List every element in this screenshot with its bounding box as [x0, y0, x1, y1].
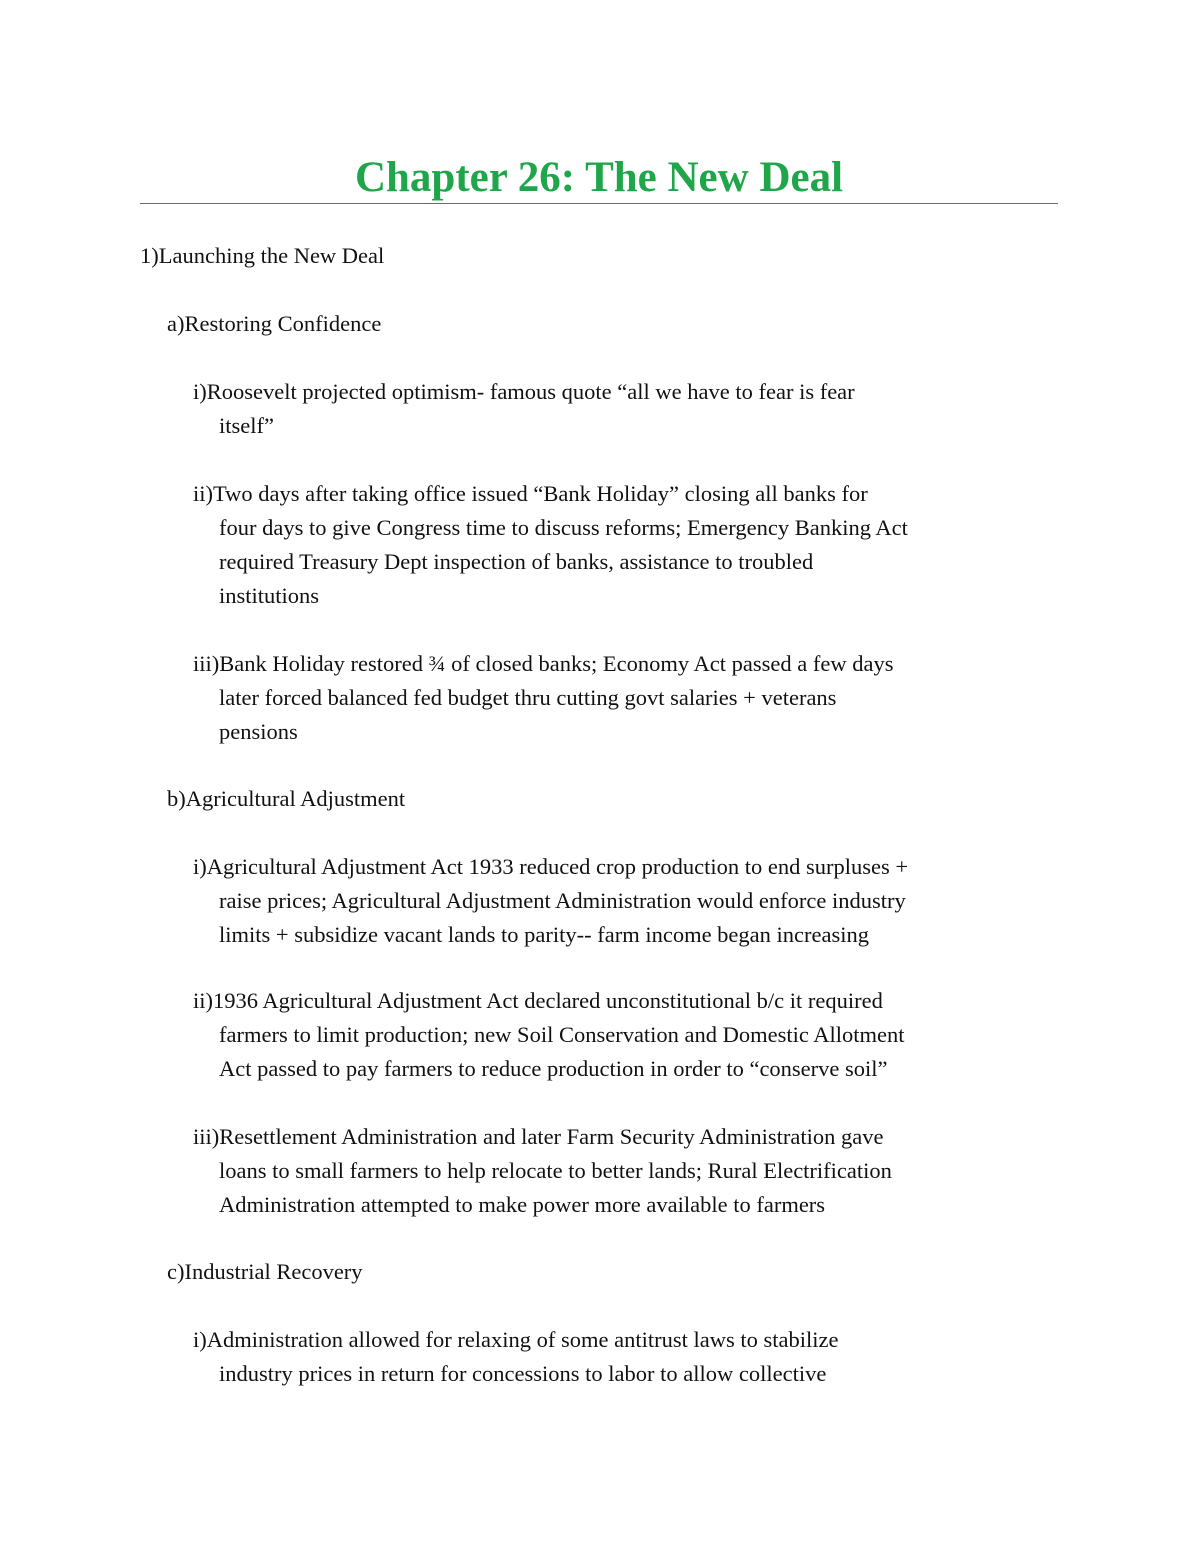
section-heading: 1)Launching the New Deal — [140, 243, 385, 268]
item-text: Resettlement Administration and later Farm Security Administration gave — [219, 1124, 884, 1149]
item-marker: i) — [193, 854, 207, 879]
outline-item — [193, 647, 893, 681]
item-text: Administration allowed for relaxing of some antitrust laws to stabilize — [206, 1327, 839, 1352]
item-text-continuation: later forced balanced fed budget thru cutting govt salaries + veterans — [219, 685, 837, 710]
title-divider — [140, 203, 1058, 204]
outline-item — [193, 477, 868, 511]
subsection-heading: c)Industrial Recovery — [167, 1259, 363, 1284]
item-text-continuation: pensions — [219, 719, 298, 744]
item-text-continuation: itself” — [219, 413, 274, 438]
item-text: Roosevelt projected optimism- famous quote “all we have to fear is fear — [206, 379, 855, 404]
item-text: Bank Holiday restored ¾ of closed banks; Economy Act passed a few days — [219, 651, 894, 676]
item-text-continuation: four days to give Congress time to discuss reforms; Emergency Banking Act — [219, 515, 908, 540]
item-text-continuation: loans to small farmers to help relocate to better lands; Rural Electrification — [219, 1158, 892, 1183]
subsection-heading: a)Restoring Confidence — [167, 311, 382, 336]
item-text: Two days after taking office issued “Bank Holiday” closing all banks for — [213, 481, 868, 506]
item-marker: ii) — [193, 988, 213, 1013]
item-marker: iii) — [193, 651, 220, 676]
item-text-continuation: institutions — [219, 583, 320, 608]
page-title: Chapter 26: The New Deal — [354, 154, 844, 201]
item-text-continuation: Act passed to pay farmers to reduce production in order to “conserve soil” — [219, 1056, 888, 1081]
item-text-continuation: Administration attempted to make power more available to farmers — [219, 1192, 826, 1217]
outline-item — [193, 1120, 884, 1154]
item-text-continuation: industry prices in return for concessions to labor to allow collective — [219, 1361, 827, 1386]
outline-item — [193, 1323, 839, 1357]
outline-item — [193, 375, 855, 409]
item-text-continuation: required Treasury Dept inspection of banks, assistance to troubled — [219, 549, 814, 574]
outline-item — [193, 984, 883, 1018]
item-marker: i) — [193, 1327, 207, 1352]
item-text-continuation: raise prices; Agricultural Adjustment Administration would enforce industry — [219, 888, 906, 913]
item-text: 1936 Agricultural Adjustment Act declared unconstitutional b/c it required — [213, 988, 883, 1013]
outline-item — [193, 850, 908, 884]
subsection-heading: b)Agricultural Adjustment — [167, 786, 406, 811]
item-text-continuation: limits + subsidize vacant lands to parity-- farm income began increasing — [219, 922, 869, 947]
item-marker: iii) — [193, 1124, 220, 1149]
item-text-continuation: farmers to limit production; new Soil Conservation and Domestic Allotment — [219, 1022, 905, 1047]
item-text: Agricultural Adjustment Act 1933 reduced crop production to end surpluses + — [206, 854, 909, 879]
item-marker: i) — [193, 379, 207, 404]
item-marker: ii) — [193, 481, 213, 506]
